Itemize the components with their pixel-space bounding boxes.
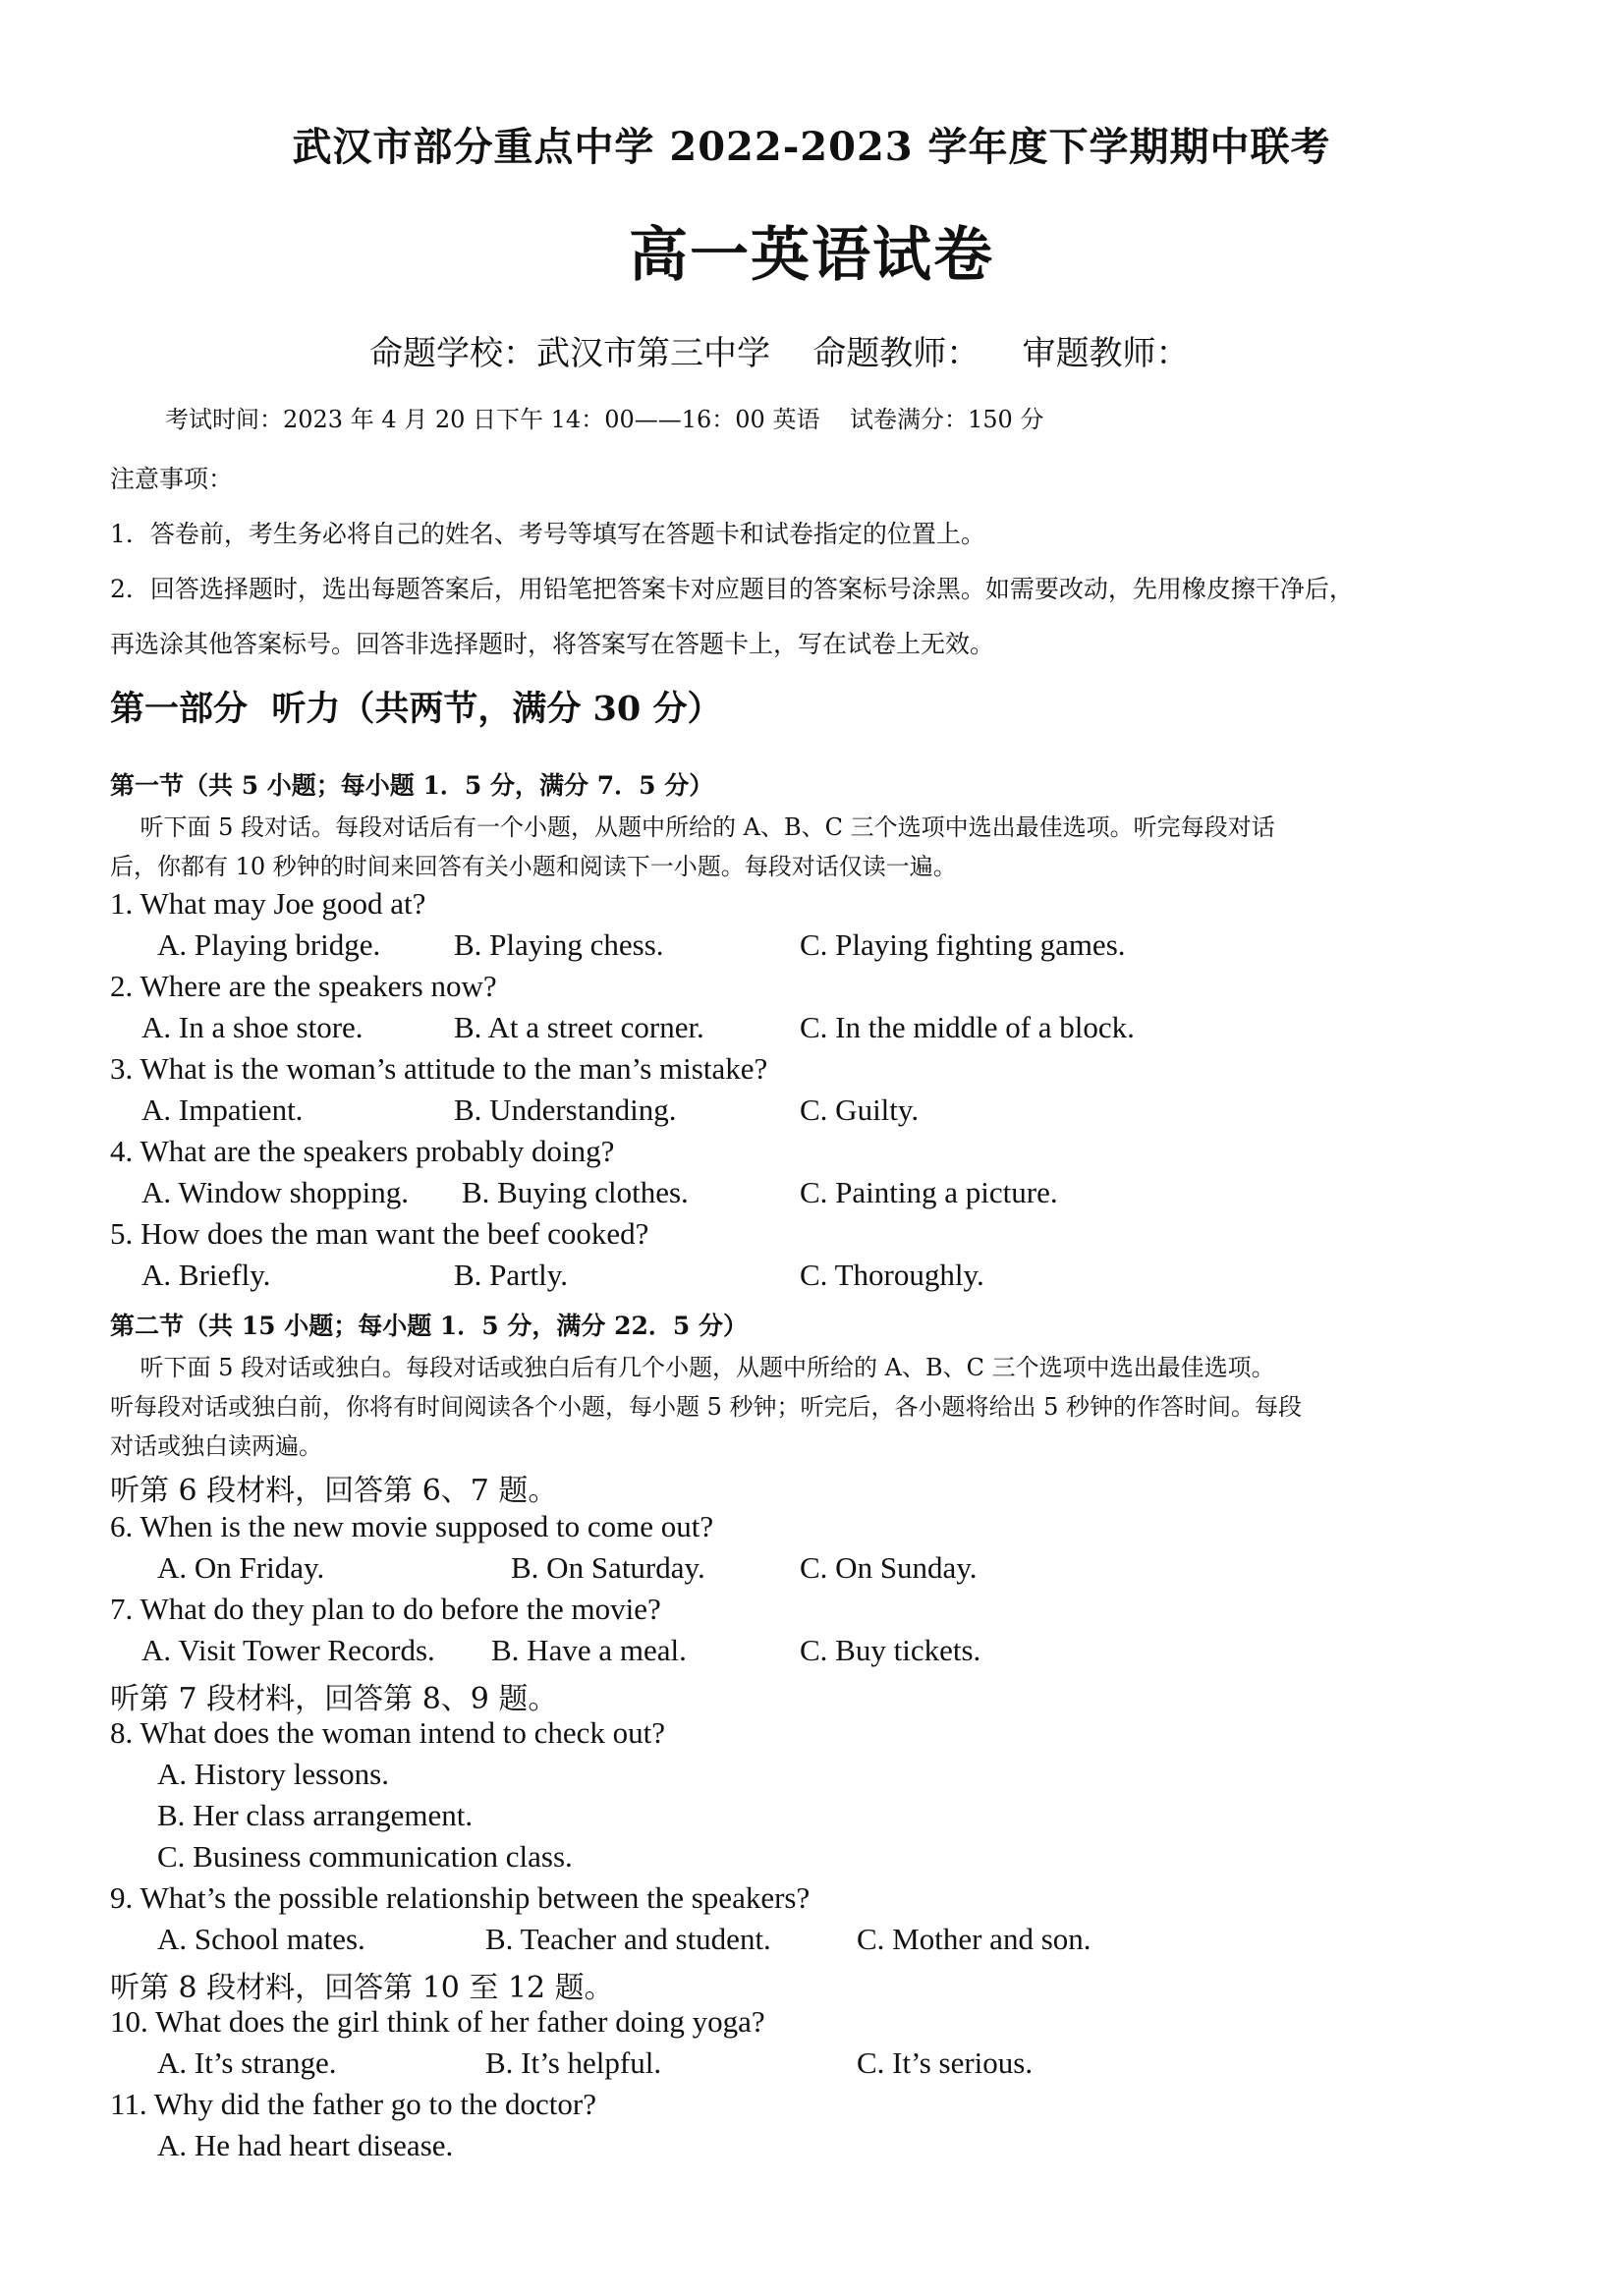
note-item-2-line-2: 再选涂其他答案标号。回答非选择题时，将答案写在答题卡上，写在试卷上无效。 bbox=[110, 630, 995, 658]
question-3-option-b: B. Understanding. bbox=[454, 1092, 677, 1127]
question-7-option-a: A. Visit Tower Records. bbox=[141, 1633, 435, 1667]
section2-instructions-line-2: 听每段对话或独白前，你将有时间阅读各个小题，每小题 5 秒钟；听完后，各小题将给出 5 秒钟的作答时间。每段 bbox=[110, 1393, 1303, 1421]
note-item-2-line-1: 2．回答选择题时，选出每题答案后，用铅笔把答案卡对应题目的答案标号涂黑。如需要改动，先用橡皮擦干净后， bbox=[110, 575, 1354, 603]
section1-instructions-line-1: 听下面 5 段对话。每段对话后有一个小题，从题中所给的 A、B、C 三个选项中选出最佳选项。听完每段对话 bbox=[110, 813, 1275, 841]
section2-instructions-line-3: 对话或独白读两遍。 bbox=[110, 1432, 322, 1460]
question-5-option-a: A. Briefly. bbox=[141, 1258, 271, 1292]
question-3-stem: 3. What is the woman’s attitude to the man’s mistake? bbox=[110, 1051, 768, 1086]
question-8-stem: 8. What does the woman intend to check out? bbox=[110, 1715, 666, 1750]
question-4-option-c: C. Painting a picture. bbox=[800, 1175, 1058, 1209]
question-4-option-b: B. Buying clothes. bbox=[462, 1175, 689, 1209]
question-10-stem: 10. What does the girl think of her father doing yoga? bbox=[110, 2004, 765, 2039]
question-9-option-c: C. Mother and son. bbox=[857, 1922, 1091, 1956]
question-7-stem: 7. What do they plan to do before the movie? bbox=[110, 1592, 661, 1626]
question-5-stem: 5. How does the man want the beef cooked? bbox=[110, 1216, 649, 1251]
section2-instructions-line-1: 听下面 5 段对话或独白。每段对话或独白后有几个小题，从题中所给的 A、B、C 三个选项中选出最佳选项。 bbox=[110, 1354, 1275, 1381]
exam-info: 考试时间：2023 年 4 月 20 日下午 14：00——16：00 英语 试卷满分：150 分 bbox=[165, 406, 1044, 433]
section1-title: 第一节（共 5 小题；每小题 1．5 分，满分 7．5 分） bbox=[110, 771, 714, 800]
question-5-option-b: B. Partly. bbox=[454, 1258, 568, 1292]
question-11-stem: 11. Why did the father go to the doctor? bbox=[110, 2087, 597, 2121]
question-10-option-a: A. It’s strange. bbox=[157, 2045, 337, 2080]
question-9-option-a: A. School mates. bbox=[157, 1922, 365, 1956]
question-6-stem: 6. When is the new movie supposed to come out? bbox=[110, 1509, 714, 1543]
question-6-option-a: A. On Friday. bbox=[157, 1550, 325, 1585]
exam-title: 武汉市部分重点中学 2022-2023 学年度下学期期中联考 bbox=[292, 124, 1331, 170]
question-1-option-a: A. Playing bridge. bbox=[157, 927, 381, 962]
question-9-option-b: B. Teacher and student. bbox=[485, 1922, 771, 1956]
question-3-option-a: A. Impatient. bbox=[141, 1092, 304, 1127]
section1-instructions-line-2: 后，你都有 10 秒钟的时间来回答有关小题和阅读下一小题。每段对话仅读一遍。 bbox=[110, 853, 957, 880]
question-3-option-c: C. Guilty. bbox=[800, 1092, 920, 1127]
question-6-option-b: B. On Saturday. bbox=[511, 1550, 705, 1585]
authors-line: 命题学校：武汉市第三中学 命题教师： 审题教师： bbox=[369, 334, 1190, 373]
question-1-stem: 1. What may Joe good at? bbox=[110, 886, 426, 921]
question-7-option-c: C. Buy tickets. bbox=[800, 1633, 981, 1667]
question-9-stem: 9. What’s the possible relationship between the speakers? bbox=[110, 1880, 811, 1915]
section2-title: 第二节（共 15 小题；每小题 1．5 分，满分 22．5 分） bbox=[110, 1312, 748, 1340]
question-10-option-b: B. It’s helpful. bbox=[485, 2045, 662, 2080]
material-7-instruction: 听第 7 段材料，回答第 8、9 题。 bbox=[110, 1682, 558, 1716]
question-2-option-b: B. At a street corner. bbox=[454, 1010, 704, 1044]
notes-heading: 注意事项： bbox=[110, 465, 234, 493]
question-10-option-c: C. It’s serious. bbox=[857, 2045, 1034, 2080]
question-7-option-b: B. Have a meal. bbox=[491, 1633, 687, 1667]
note-item-1: 1．答卷前，考生务必将自己的姓名、考号等填写在答题卡和试卷指定的位置上。 bbox=[110, 520, 985, 548]
question-1-option-c: C. Playing fighting games. bbox=[800, 927, 1126, 962]
question-2-stem: 2. Where are the speakers now? bbox=[110, 969, 497, 1003]
question-5-option-c: C. Thoroughly. bbox=[800, 1258, 984, 1292]
question-8-option-c: C. Business communication class. bbox=[157, 1839, 573, 1874]
question-2-option-a: A. In a shoe store. bbox=[141, 1010, 364, 1044]
question-2-option-c: C. In the middle of a block. bbox=[800, 1010, 1135, 1044]
paper-title: 高一英语试卷 bbox=[629, 221, 994, 290]
material-8-instruction: 听第 8 段材料，回答第 10 至 12 题。 bbox=[110, 1971, 614, 2005]
question-6-option-c: C. On Sunday. bbox=[800, 1550, 978, 1585]
question-4-stem: 4. What are the speakers probably doing? bbox=[110, 1134, 615, 1168]
question-1-option-b: B. Playing chess. bbox=[454, 927, 664, 962]
question-8-option-b: B. Her class arrangement. bbox=[157, 1798, 474, 1832]
question-11-option-a: A. He had heart disease. bbox=[157, 2128, 454, 2162]
question-8-option-a: A. History lessons. bbox=[157, 1757, 389, 1791]
material-6-instruction: 听第 6 段材料，回答第 6、7 题。 bbox=[110, 1474, 558, 1508]
part1-title: 第一部分 听力（共两节，满分 30 分） bbox=[110, 689, 722, 729]
question-4-option-a: A. Window shopping. bbox=[141, 1175, 410, 1209]
